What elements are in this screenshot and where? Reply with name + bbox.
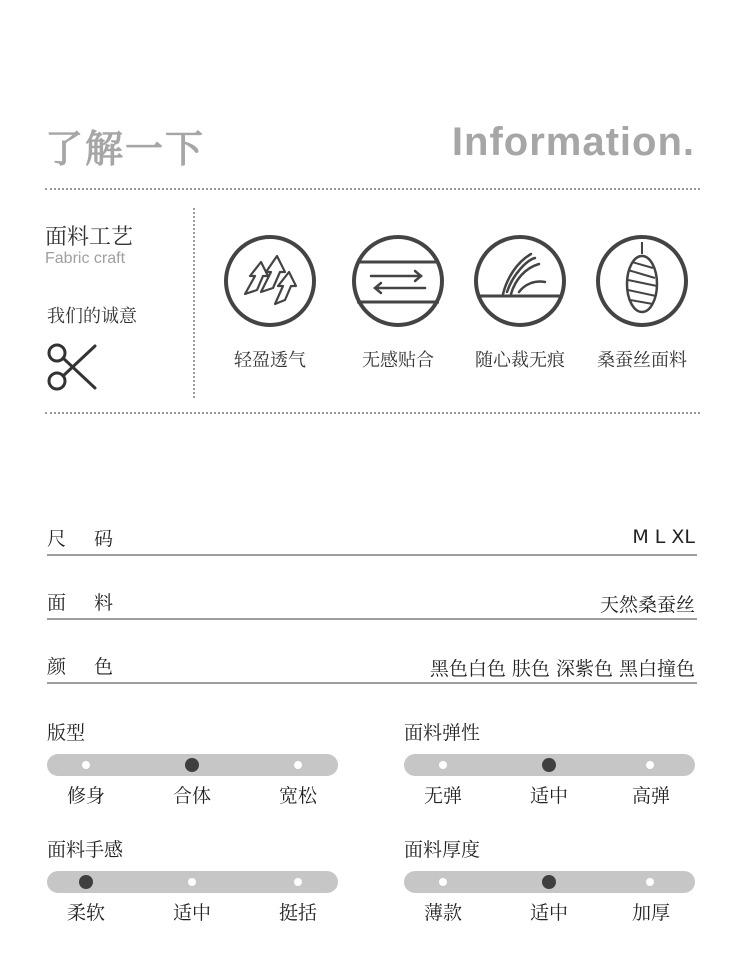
scale-dot <box>439 761 447 769</box>
scale-option-label: 柔软 <box>66 902 105 924</box>
feature-mulberry-silk <box>592 234 692 372</box>
spec-row-material <box>47 588 697 620</box>
spec-row-color <box>47 652 697 684</box>
thickness-scale-track <box>404 871 695 893</box>
scale-option-label: 适中 <box>529 785 568 807</box>
scale-option-label: 无弹 <box>423 785 462 807</box>
title-english: Information. <box>451 120 695 164</box>
scale-dot <box>294 761 302 769</box>
feature-label: 桑蚕丝面料 <box>597 350 687 371</box>
vertical-dotted-divider <box>193 208 195 398</box>
top-dotted-divider <box>45 188 700 190</box>
spec-key: 尺码 <box>47 528 142 550</box>
scale-dot <box>82 761 90 769</box>
two-way-arrows-icon <box>351 234 445 328</box>
scale-option-label: 修身 <box>66 785 105 807</box>
feature-free-cut <box>470 234 570 372</box>
elasticity-scale-track <box>404 754 695 776</box>
scissors-icon <box>45 340 101 394</box>
scale-dot-selected <box>185 758 199 772</box>
scale-option-label: 挺括 <box>278 902 317 924</box>
scale-option-label: 适中 <box>529 902 568 924</box>
hand-cut-icon <box>473 234 567 328</box>
scale-option-label: 高弹 <box>631 785 670 807</box>
fit-scale-track <box>47 754 338 776</box>
elasticity-scale-title: 面料弹性 <box>404 722 481 744</box>
scale-option-label: 薄款 <box>423 902 462 924</box>
spec-key: 颜色 <box>47 656 142 678</box>
spec-row-size <box>47 524 697 556</box>
breathable-arrows-icon <box>223 234 317 328</box>
scale-dot-selected <box>79 875 93 889</box>
spec-value: M L XL <box>632 526 695 548</box>
fabric-craft-subtitle: Fabric craft <box>45 250 126 267</box>
scale-dot-selected <box>542 875 556 889</box>
scale-dot-selected <box>542 758 556 772</box>
thickness-scale-title: 面料厚度 <box>404 839 481 861</box>
mid-dotted-divider <box>45 412 700 414</box>
spec-value: 黑色白色 肤色 深紫色 黑白撞色 <box>429 658 695 680</box>
scale-option-label: 适中 <box>172 902 211 924</box>
scale-dot <box>294 878 302 886</box>
feature-label: 轻盈透气 <box>234 350 306 371</box>
scale-dot <box>188 878 196 886</box>
scale-option-label: 宽松 <box>278 785 317 807</box>
spec-value: 天然桑蚕丝 <box>599 594 695 616</box>
fabric-craft-title: 面料工艺 <box>45 225 134 250</box>
fit-scale-title: 版型 <box>47 722 86 744</box>
title-chinese: 了解一下 <box>45 127 206 171</box>
scale-dot <box>646 878 654 886</box>
scale-dot <box>646 761 654 769</box>
sincerity-label: 我们的诚意 <box>47 306 137 327</box>
silkworm-cocoon-icon <box>595 234 689 328</box>
feature-seamless-fit <box>348 234 448 372</box>
feature-breathable <box>220 234 320 372</box>
feature-label: 无感贴合 <box>362 350 434 371</box>
spec-key: 面料 <box>47 592 142 614</box>
scale-option-label: 合体 <box>172 785 211 807</box>
scale-dot <box>439 878 447 886</box>
scale-option-label: 加厚 <box>631 902 670 924</box>
hand-feel-scale-title: 面料手感 <box>47 839 124 861</box>
hand-feel-scale-track <box>47 871 338 893</box>
feature-label: 随心裁无痕 <box>475 350 565 371</box>
